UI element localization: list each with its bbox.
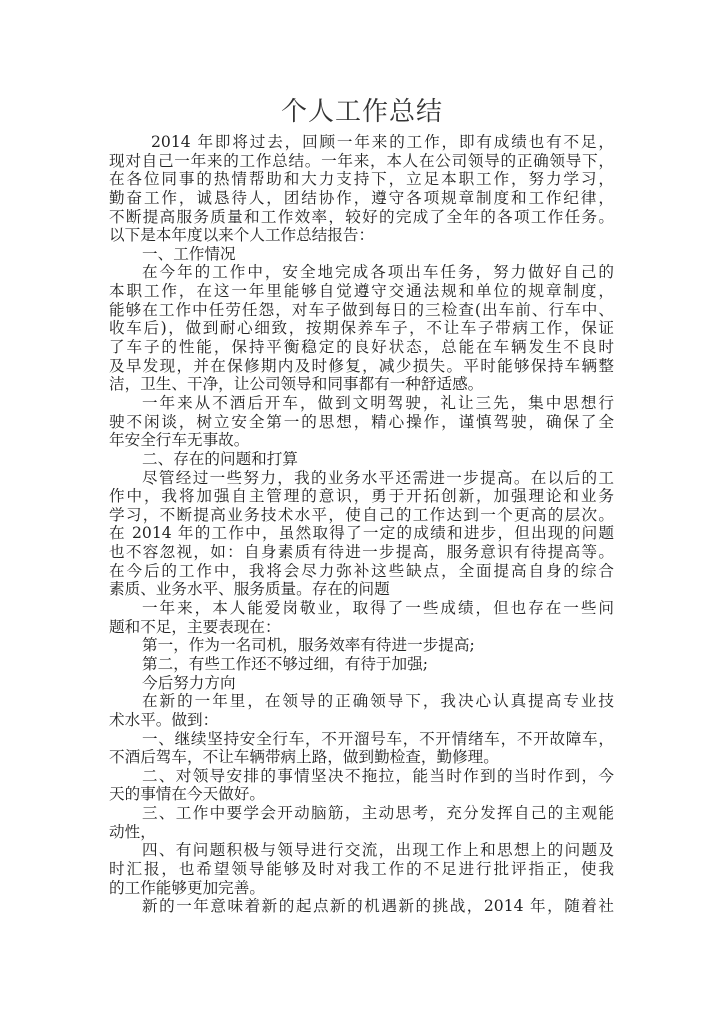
text-line: 年安全行车无事故。 [109, 431, 250, 450]
text-line: 术水平。做到： [109, 710, 219, 729]
text-line: 作中，我将加强自主管理的意识，勇于开拓创新，加强理论和业务 [109, 487, 614, 506]
section-heading: 一、工作情况 [142, 244, 236, 263]
text-line: 天的事情在今天做好。 [109, 785, 265, 804]
text-line: 三、工作中要学会开动脑筋，主动思考，充分发挥自己的主观能 [142, 804, 614, 823]
text-line: 能够在工作中任劳任怨，对车子做到每日的三检查(出车前、行车中、 [109, 300, 614, 319]
text-line: 一年来，本人能爱岗敬业，取得了一些成绩，但也存在一些问 [142, 599, 614, 618]
text-line: 学习，不断提高业务技术水平，使自己的工作达到一个更高的层次。 [109, 505, 614, 524]
text-line: 在新的一年里，在领导的正确领导下，我决心认真提高专业技 [142, 692, 614, 711]
text-line: 收车后)，做到耐心细致，按期保养车子，不让车子带病工作，保证 [109, 319, 614, 338]
text-line: 在今年的工作中，安全地完成各项出车任务，努力做好自己的 [142, 263, 614, 282]
text-line: 也不容忽视，如：自身素质有待进一步提高，服务意识有待提高等。 [109, 543, 614, 562]
text-line: 今后努力方向 [142, 673, 236, 692]
text-line: 2014 年即将过去，回顾一年来的工作，即有成绩也有不足， [151, 133, 614, 151]
text-line: 二、对领导安排的事情坚决不拖拉，能当时作到的当时作到，今 [142, 766, 614, 785]
text-line: 四、有问题积极与领导进行交流，出现工作上和思想上的问题及 [142, 841, 614, 860]
text-line: 新的一年意味着新的起点新的机遇新的挑战，2014 年，随着社 [142, 897, 614, 916]
text-line: 勤奋工作，诚恳待人，团结协作，遵守各项规章制度和工作纪律， [109, 188, 614, 207]
text-line: 一、继续坚持安全行车，不开溜号车，不开情绪车，不开故障车， [142, 729, 614, 748]
text-line: 第二，有些工作还不够过细，有待于加强; [142, 654, 428, 673]
text-line: 题和不足，主要表现在： [109, 617, 281, 636]
text-line: 以下是本年度以来个人工作总结报告： [109, 226, 375, 245]
text-line: 的工作能够更加完善。 [109, 878, 265, 897]
text-line: 动性， [109, 822, 156, 841]
text-line: 不断提高服务质量和工作效率，较好的完成了全年的各项工作任务。 [109, 207, 614, 226]
text-line: 在各位同事的热情帮助和大力支持下，立足本职工作，努力学习， [109, 170, 614, 189]
text-line: 在 2014 年的工作中，虽然取得了一定的成绩和进步，但出现的问题 [109, 524, 614, 543]
text-line: 驶不闲谈，树立安全第一的思想，精心操作，谨慎驾驶，确保了全 [109, 412, 614, 431]
text-line: 本职工作，在这一年里能够自觉遵守交通法规和单位的规章制度， [109, 282, 614, 301]
text-line: 及早发现，并在保修期内及时修复，减少损失。平时能够保持车辆整 [109, 356, 614, 375]
text-line: 了车子的性能，保持平衡稳定的良好状态，总能在车辆发生不良时 [109, 338, 614, 357]
text-line: 尽管经过一些努力，我的业务水平还需进一步提高。在以后的工 [142, 468, 614, 487]
text-line: 第一，作为一名司机，服务效率有待进一步提高; [142, 636, 475, 655]
document-body [109, 133, 614, 916]
text-line: 素质、业务水平、服务质量。存在的问题 [109, 580, 390, 599]
text-line: 一年来从不酒后开车，做到文明驾驶，礼让三先，集中思想行 [142, 393, 614, 412]
text-line: 不酒后驾车，不让车辆带病上路，做到勤检查，勤修理。 [109, 748, 499, 767]
document-title: 个人工作总结 [280, 97, 443, 127]
text-line: 洁，卫生、干净，让公司领导和同事都有一种舒适感。 [109, 375, 484, 394]
section-heading: 二、存在的问题和打算 [142, 449, 298, 468]
text-line: 时汇报，也希望领导能够及时对我工作的不足进行批评指正，使我 [109, 859, 614, 878]
text-line: 现对自己一年来的工作总结。一年来，本人在公司领导的正确领导下， [109, 151, 614, 170]
text-line: 在今后的工作中，我将会尽力弥补这些缺点，全面提高自身的综合 [109, 561, 614, 580]
